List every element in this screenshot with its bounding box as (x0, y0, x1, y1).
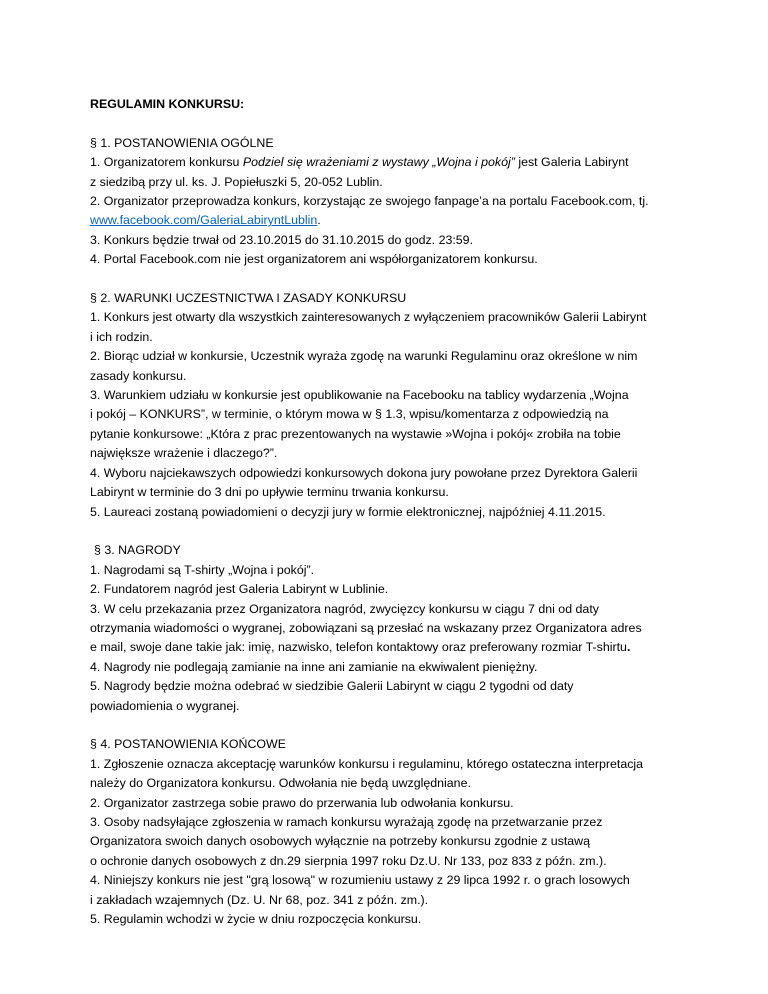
section-3-line: 1. Nagrodami są T-shirty „Wojna i pokój”. (90, 562, 315, 577)
section-3-heading: § 3. NAGRODY (94, 543, 181, 558)
section-2-line: i ich rodzin. (90, 329, 153, 344)
section-2-line: 4. Wyboru najciekawszych odpowiedzi konkursowych dokona jury powołane przez Dyrektora Galerii (90, 465, 638, 480)
section-2-line: i pokój – KONKURS”, w terminie, o którym mowa w § 1.3, wpisu/komentarza z odpowiedzią na (90, 407, 609, 422)
text: . (626, 640, 631, 655)
text: jest Galeria Labirynt (514, 155, 629, 170)
section-1-point-3: 3. Konkurs będzie trwał od 23.10.2015 do 31.10.2015 do godz. 23:59. (90, 232, 474, 247)
section-4-heading: § 4. POSTANOWIENIA KOŃCOWE (90, 737, 286, 752)
contest-name: Podziel się wrażeniami z wystawy „Wojna i pokój” (242, 155, 515, 170)
section-3-line: 5. Nagrody będzie można odebrać w siedzibie Galerii Labirynt w ciągu 2 tygodni od daty (90, 679, 574, 694)
section-1-point-1-cont: z siedzibą przy ul. ks. J. Popiełuszki 5, 20-052 Lublin. (90, 174, 383, 189)
section-3-line: powiadomienia o wygranej. (90, 698, 240, 713)
section-1-point-4: 4. Portal Facebook.com nie jest organizatorem ani współorganizatorem konkursu. (90, 252, 538, 267)
section-1-point-1 (90, 153, 690, 172)
facebook-link[interactable]: www.facebook.com/GaleriaLabiryntLublin (90, 213, 318, 228)
section-4 (90, 735, 690, 929)
section-1-point-2-cont (90, 211, 690, 230)
section-4-line: należy do Organizatora konkursu. Odwołania nie będą uwzględniane. (90, 776, 471, 791)
section-1-heading: § 1. POSTANOWIENIA OGÓLNE (90, 135, 274, 150)
section-3-line (90, 638, 690, 657)
text: . (317, 213, 321, 228)
section-4-line: 4. Niniejszy konkurs nie jest "grą losową" w rozumieniu ustawy z 29 lipca 1992 r. o grach losowych (90, 873, 630, 888)
section-2-line: 2. Biorąc udział w konkursie, Uczestnik wyraża zgodę na warunki Regulaminu oraz określone w nim (90, 349, 638, 364)
section-2-line: 3. Warunkiem udziału w konkursie jest opublikowanie na Facebooku na tablicy wydarzenia „Wojna (90, 388, 629, 403)
section-2-heading: § 2. WARUNKI UCZESTNICTWA I ZASADY KONKURSU (90, 291, 407, 306)
section-3-line: 3. W celu przekazania przez Organizatora nagród, zwycięzcy konkursu w ciągu 7 dni od daty (90, 601, 599, 616)
text: e mail, swoje dane takie jak: imię, nazwisko, telefon kontaktowy oraz preferowany rozmiar T-shirtu (90, 640, 627, 655)
section-4-line: i zakładach wzajemnych (Dz. U. Nr 68, poz. 341 z późn. zm.). (90, 892, 429, 907)
document-page (90, 95, 690, 949)
section-3-line: 2. Fundatorem nagród jest Galeria Labirynt w Lublinie. (90, 582, 389, 597)
section-2 (90, 289, 690, 522)
section-2-line: zasady konkursu. (90, 368, 187, 383)
section-4-line: 1. Zgłoszenie oznacza akceptację warunków konkursu i regulaminu, którego ostateczna interpretacja (90, 756, 644, 771)
section-4-line: 3. Osoby nadsyłające zgłoszenia w ramach konkursu wyrażają zgodę na przetwarzanie przez (90, 814, 603, 829)
section-2-line: pytanie konkursowe: „Która z prac prezentowanych na wystawie »Wojna i pokój« zrobiła na tobie (90, 426, 621, 441)
section-2-line: 1. Konkurs jest otwarty dla wszystkich zainteresowanych z wyłączeniem pracowników Galerii Labirynt (90, 310, 647, 325)
section-3 (90, 541, 690, 716)
section-2-line: największe wrażenie i dlaczego?”. (90, 446, 278, 461)
section-3-line: otrzymania wiadomości o wygranej, zobowiązani są przesłać na wskazany przez Organizatora adres (90, 620, 642, 635)
section-4-line: o ochronie danych osobowych z dn.29 sierpnia 1997 roku Dz.U. Nr 133, poz 833 z późn. zm.). (90, 853, 607, 868)
section-4-line: 5. Regulamin wchodzi w życie w dniu rozpoczęcia konkursu. (90, 912, 422, 926)
section-1 (90, 134, 690, 270)
section-1-point-2: 2. Organizator przeprowadza konkurs, korzystając ze swojego fanpage’a na portalu Facebook.com, tj. (90, 194, 649, 209)
section-2-line: Labirynt w terminie do 3 dni po upływie terminu trwania konkursu. (90, 485, 449, 500)
document-title: REGULAMIN KONKURSU: (90, 97, 245, 111)
text: 1. Organizatorem konkursu (90, 155, 243, 170)
section-4-line: 2. Organizator zastrzega sobie prawo do przerwania lub odwołania konkursu. (90, 795, 514, 810)
section-2-line: 5. Laureaci zostaną powiadomieni o decyzji jury w formie elektronicznej, najpóźniej 4.11.2015. (90, 504, 606, 519)
section-3-line: 4. Nagrody nie podlegają zamianie na inne ani zamianie na ekwiwalent pieniężny. (90, 659, 538, 674)
section-4-line: Organizatora swoich danych osobowych wyłącznie na potrzeby konkursu zgodnie z ustawą (90, 834, 591, 849)
